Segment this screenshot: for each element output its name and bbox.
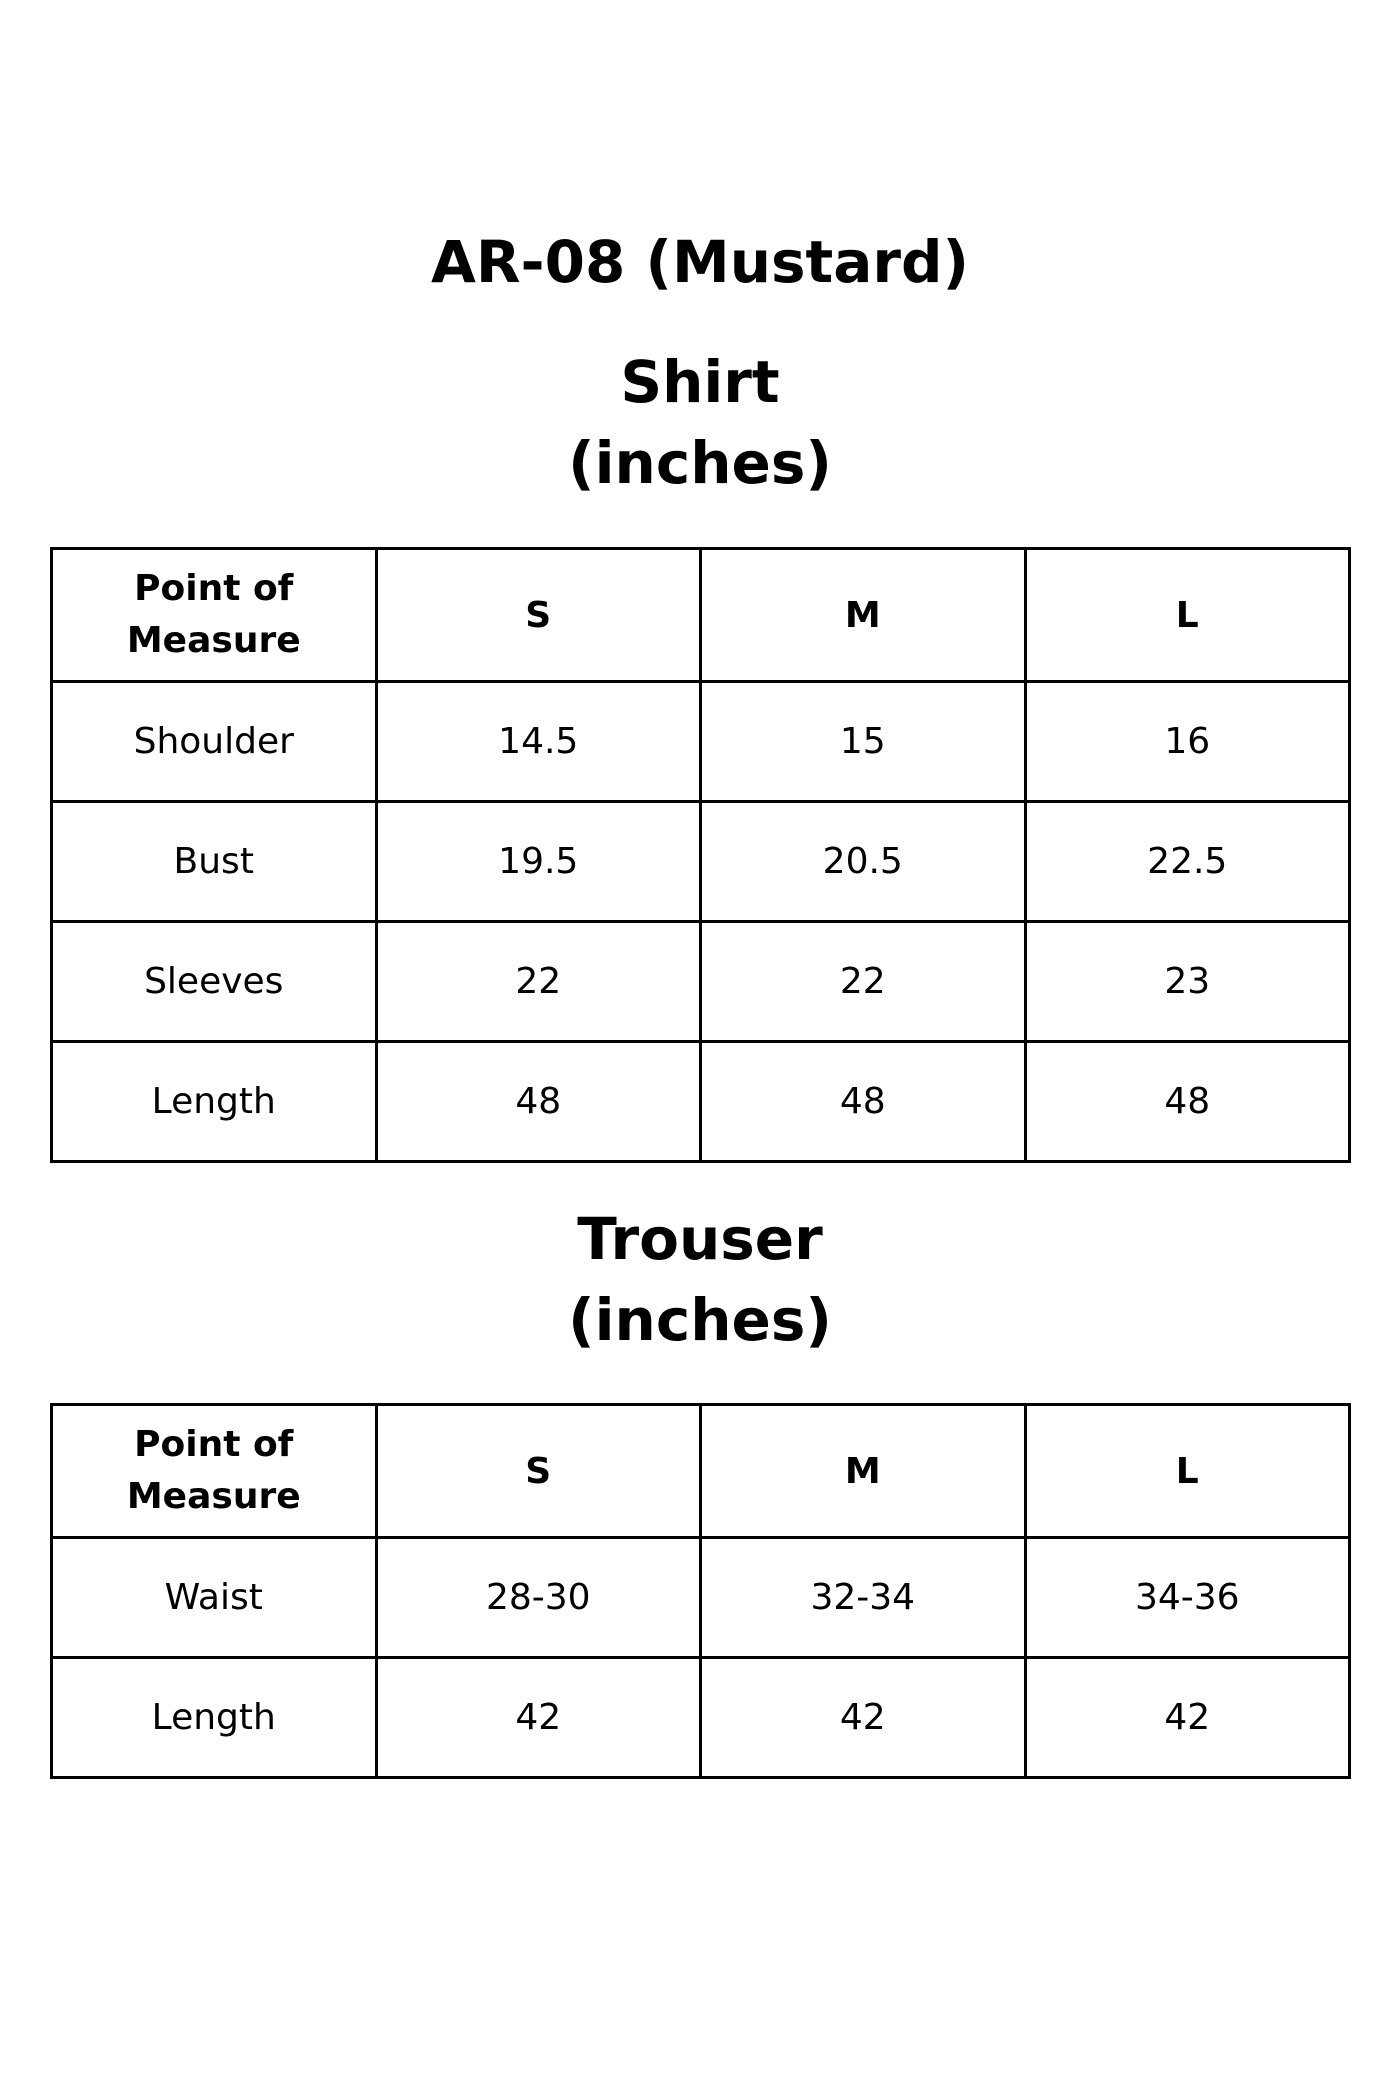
header-pom-line2: Measure [126,620,301,661]
header-size-l: L [1025,549,1350,682]
cell-value: 19.5 [376,802,701,922]
header-size-l: L [1025,1405,1350,1538]
shirt-heading-unit: (inches) [568,429,832,497]
cell-value: 42 [376,1658,701,1778]
cell-value: 23 [1025,922,1350,1042]
row-label: Waist [52,1538,377,1658]
cell-value: 20.5 [701,802,1026,922]
table-row [52,1042,1350,1162]
cell-value: 42 [1025,1658,1350,1778]
trouser-heading-unit: (inches) [568,1286,832,1354]
table-row [52,922,1350,1042]
header-pom-line2: Measure [126,1476,301,1517]
cell-value: 48 [1025,1042,1350,1162]
header-pom-line1: Point of [134,568,294,609]
table-row [52,682,1350,802]
trouser-size-table [50,1403,1351,1779]
cell-value: 22 [701,922,1026,1042]
cell-value: 14.5 [376,682,701,802]
trouser-heading-title: Trouser [577,1205,823,1273]
row-label: Bust [52,802,377,922]
cell-value: 48 [701,1042,1026,1162]
cell-value: 22 [376,922,701,1042]
table-header-row [52,1405,1350,1538]
row-label: Shoulder [52,682,377,802]
header-point-of-measure [52,1405,377,1538]
shirt-section-heading [0,342,1400,504]
table-row [52,802,1350,922]
page-title: AR-08 (Mustard) [430,228,970,296]
shirt-size-table [50,547,1351,1163]
cell-value: 42 [701,1658,1026,1778]
cell-value: 48 [376,1042,701,1162]
table-row [52,1658,1350,1778]
shirt-heading-title: Shirt [620,348,780,416]
table-header-row [52,549,1350,682]
header-size-s: S [376,549,701,682]
cell-value: 15 [701,682,1026,802]
cell-value: 16 [1025,682,1350,802]
row-label: Sleeves [52,922,377,1042]
table-row [52,1538,1350,1658]
header-size-s: S [376,1405,701,1538]
header-point-of-measure [52,549,377,682]
row-label: Length [52,1658,377,1778]
header-size-m: M [701,1405,1026,1538]
cell-value: 32-34 [701,1538,1026,1658]
header-size-m: M [701,549,1026,682]
cell-value: 34-36 [1025,1538,1350,1658]
row-label: Length [52,1042,377,1162]
trouser-section-heading [0,1199,1400,1361]
cell-value: 22.5 [1025,802,1350,922]
header-pom-line1: Point of [134,1424,294,1465]
cell-value: 28-30 [376,1538,701,1658]
